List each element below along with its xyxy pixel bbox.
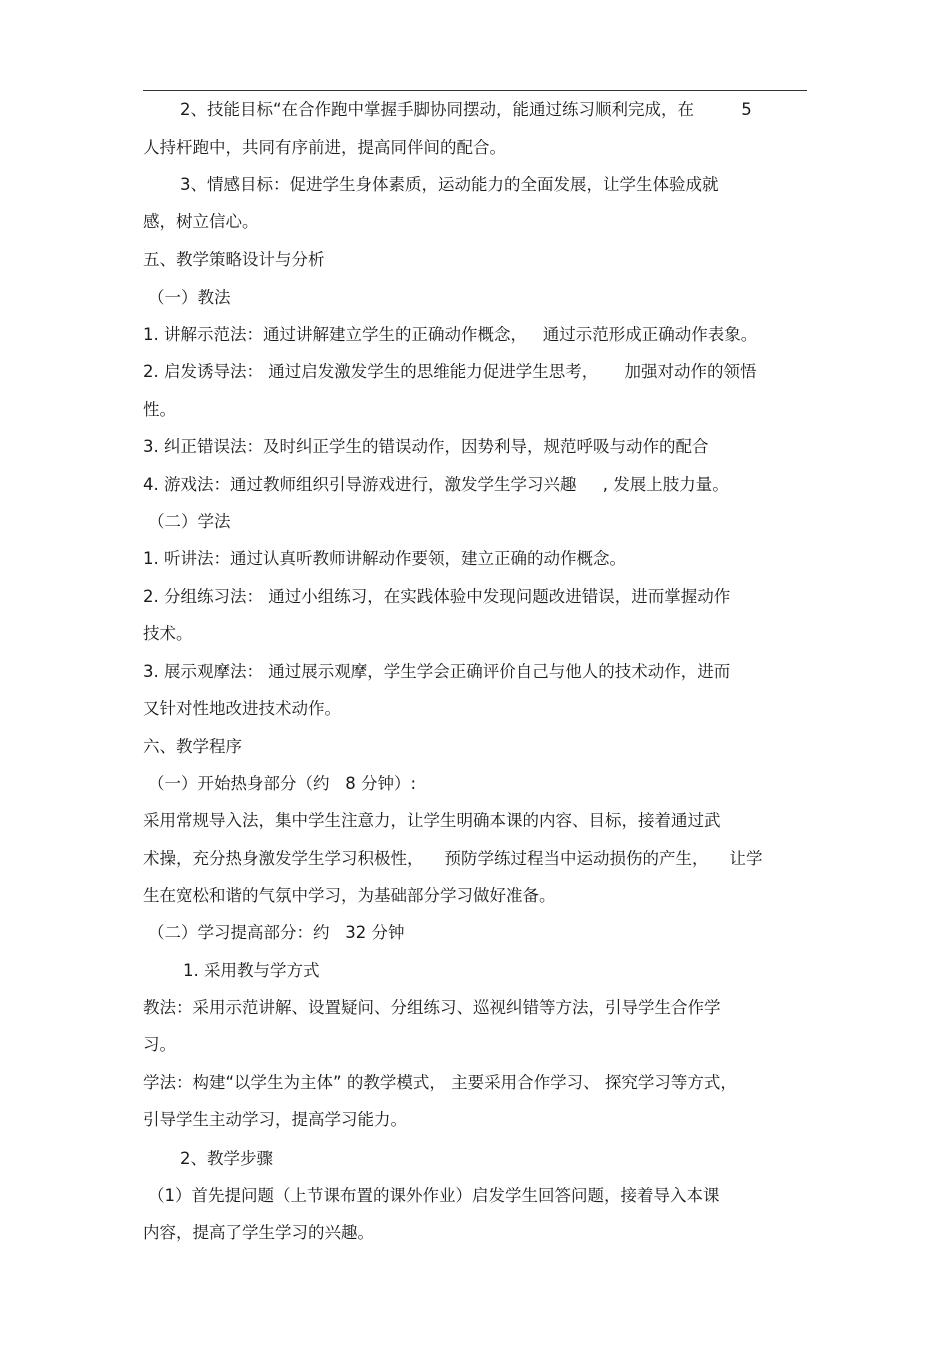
header-rule xyxy=(143,90,807,91)
paragraph-line: 3. 展示观摩法： 通过展示观摩，学生学会正确评价自己与他人的技术动作，进而 xyxy=(143,662,731,681)
paragraph-line: 2、技能目标“在合作跑中掌握手脚协同摆动，能通过练习顺利完成，在 5 xyxy=(180,100,752,119)
paragraph-line: 生在宽松和谐的气氛中学习，为基础部分学习做好准备。 xyxy=(143,886,556,905)
paragraph-line: 2. 分组练习法： 通过小组练习，在实践体验中发现问题改进错误，进而掌握动作 xyxy=(143,587,731,606)
paragraph-line: 引导学生主动学习，提高学习能力。 xyxy=(143,1110,407,1129)
paragraph-line: 技术。 xyxy=(143,624,193,643)
paragraph-line: 又针对性地改进技术动作。 xyxy=(143,699,341,718)
paragraph-line: 术操，充分热身激发学生学习积极性， 预防学练过程当中运动损伤的产生， 让学 xyxy=(143,849,763,868)
paragraph-line: 感，树立信心。 xyxy=(143,212,259,231)
paragraph-line: 1. 听讲法：通过认真听教师讲解动作要领，建立正确的动作概念。 xyxy=(143,549,626,568)
paragraph-line: 1. 讲解示范法：通过讲解建立学生的正确动作概念， 通过示范形成正确动作表象。 xyxy=(143,325,758,344)
paragraph-line: 学法：构建“以学生为主体” 的教学模式， 主要采用合作学习、 探究学习等方式， xyxy=(143,1073,737,1092)
subsection-heading: （一）教法 xyxy=(148,288,231,307)
section-heading: 五、教学策略设计与分析 xyxy=(143,250,325,269)
section-heading: 六、教学程序 xyxy=(143,737,242,756)
paragraph-line: 2、教学步骤 xyxy=(180,1149,273,1168)
paragraph-line: 性。 xyxy=(143,400,176,419)
subsection-heading: （二）学习提高部分：约 32 分钟 xyxy=(148,923,405,942)
paragraph-line: 教法：采用示范讲解、设置疑问、分组练习、巡视纠错等方法，引导学生合作学 xyxy=(143,998,721,1017)
paragraph-line: 3. 纠正错误法：及时纠正学生的错误动作，因势利导，规范呼吸与动作的配合 xyxy=(143,437,709,456)
paragraph-line: 人持杆跑中，共同有序前进，提高同伴间的配合。 xyxy=(143,138,506,157)
subsection-heading: （一）开始热身部分（约 8 分钟）: xyxy=(148,774,417,793)
paragraph-line: （1）首先提问题（上节课布置的课外作业）启发学生回答问题，接着导入本课 xyxy=(148,1186,720,1205)
paragraph-line: 1. 采用教与学方式 xyxy=(183,961,320,980)
subsection-heading: （二）学法 xyxy=(148,512,231,531)
paragraph-line: 4. 游戏法：通过教师组织引导游戏进行，激发学生学习兴趣 , 发展上肢力量。 xyxy=(143,475,729,494)
paragraph-line: 习。 xyxy=(143,1035,176,1054)
paragraph-line: 3、情感目标：促进学生身体素质，运动能力的全面发展，让学生体验成就 xyxy=(180,175,719,194)
paragraph-line: 采用常规导入法，集中学生注意力，让学生明确本课的内容、目标，接着通过武 xyxy=(143,811,721,830)
paragraph-line: 内容，提高了学生学习的兴趣。 xyxy=(143,1223,374,1242)
paragraph-line: 2. 启发诱导法： 通过启发激发学生的思维能力促进学生思考， 加强对动作的领悟 xyxy=(143,362,757,381)
